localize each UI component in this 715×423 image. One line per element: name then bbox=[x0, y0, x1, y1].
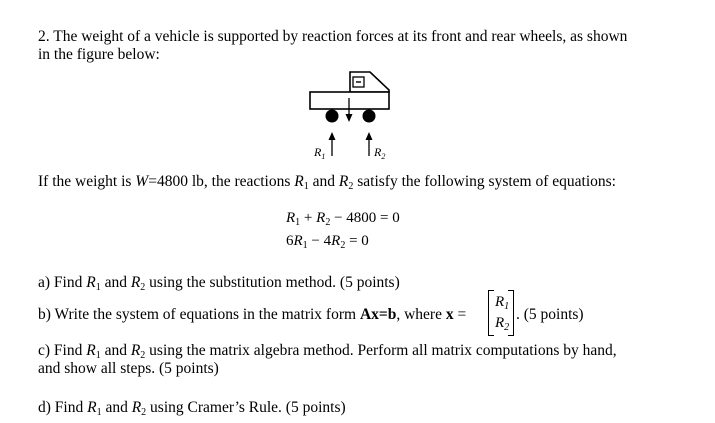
equation-1: $R_1 + R_2 - 4800 = 0$ bbox=[286, 210, 400, 228]
vehicle-figure bbox=[296, 70, 416, 156]
problem-statement-line2: in the figure below: bbox=[38, 46, 160, 63]
matrix-left-bracket bbox=[488, 290, 494, 336]
problem-statement-line1: 2. The weight of a vehicle is supported by reaction forces at its front and rear wheels, as shown bbox=[38, 28, 628, 45]
figure-label-r1: $R_1$ bbox=[314, 145, 326, 161]
matrix-entry-r1: $R_1$ bbox=[495, 294, 510, 312]
equation-2: $6R_1 - 4R_2 = 0$ bbox=[286, 233, 369, 251]
matrix-entry-r2: $R_2$ bbox=[495, 315, 510, 333]
part-b: b) Write the system of equations in the matrix form Ax=b, where x = bbox=[38, 306, 467, 323]
part-c-line2: and show all steps. (5 points) bbox=[38, 360, 219, 377]
part-b-points: . (5 points) bbox=[516, 306, 584, 323]
part-a: a) Find $R_1$ and $R_2$ using the substitution method. (5 points) bbox=[38, 274, 400, 293]
part-d: d) Find $R_1$ and $R_2$ using Cramer’s Rule. (5 points) bbox=[38, 399, 346, 418]
matrix-right-bracket bbox=[508, 290, 514, 336]
figure-label-r2: $R_2$ bbox=[374, 145, 386, 161]
matrix-x bbox=[488, 290, 514, 336]
part-c-line1: c) Find $R_1$ and $R_2$ using the matrix algebra method. Perform all matrix computations by hand, bbox=[38, 342, 617, 361]
given-statement: If the weight is W=4800 lb, the reactions $R_1$ and $R_2$ satisfy the following system of equations: bbox=[38, 173, 616, 192]
